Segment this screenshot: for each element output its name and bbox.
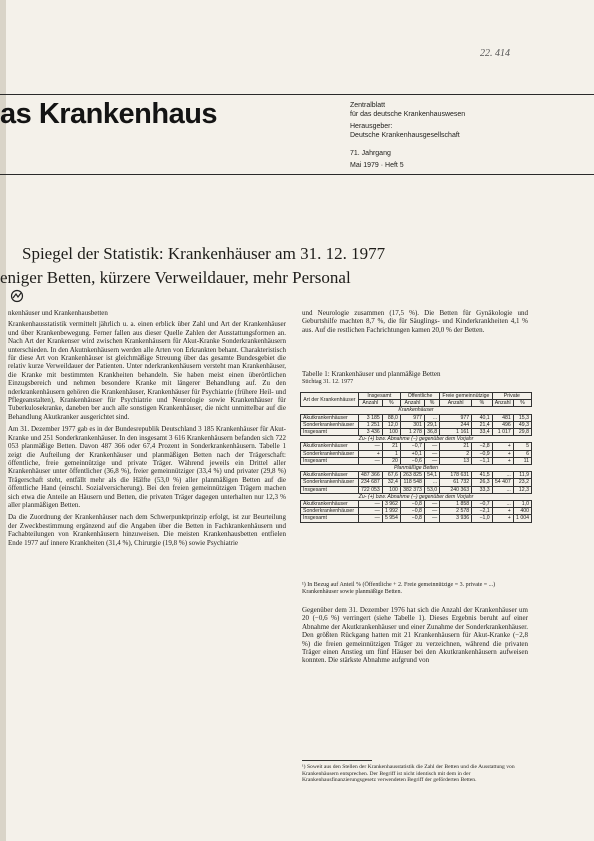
table-cell: — bbox=[358, 443, 382, 450]
table-cell: 977 bbox=[440, 414, 472, 421]
table-cell: 487 366 bbox=[358, 472, 382, 479]
table-section-row bbox=[301, 493, 532, 500]
table-cell: 13 bbox=[440, 457, 472, 464]
table-row-label: Sonderkrankenhäuser bbox=[301, 421, 359, 428]
table-title-text: Tabelle 1: Krankenhäuser und planmäßige Betten bbox=[302, 370, 441, 378]
column-header: Öffentliche bbox=[400, 393, 439, 400]
table-cell: 11,9 bbox=[513, 472, 531, 479]
table-row bbox=[301, 429, 532, 436]
table-cell: 2 bbox=[440, 450, 472, 457]
table-cell: 49,3 bbox=[513, 421, 531, 428]
table-cell: 67,6 bbox=[382, 472, 400, 479]
table-section-row bbox=[301, 465, 532, 472]
column-header: Anzahl bbox=[358, 400, 382, 407]
table-cell: −2,1 bbox=[472, 508, 493, 515]
table-cell: −0,8 bbox=[400, 501, 424, 508]
table-cell: 5 bbox=[513, 443, 531, 450]
table-cell: ... bbox=[492, 501, 513, 508]
table-cell: 21,4 bbox=[472, 421, 493, 428]
table-cell: 234 687 bbox=[358, 479, 382, 486]
table-cell: 2 578 bbox=[440, 508, 472, 515]
paragraph: Gegenüber dem 31. Dezember 1976 hat sich die Anzahl der Krankenhäuser um 20 (−0,6 %) verringert (siehe Tabelle 1). Dieses Ergebnis beruht auf einer Abnahme der Akutkrankenhäuser und einer Zunahme der Sonderkrankenhäuser. Den größten Rückgang hatten mit 21 Krankenhäusern für Akut-Kranke (−2,8 %) die freien gemeinnützigen Träger zu verzeichnen, während die privaten Träger einen Anstieg um fünf Häuser bei den Akutkrankenhäusern aufweisen konnten. Die stärkste Abnahme aufgrund von bbox=[302, 606, 528, 665]
table-cell: ... bbox=[424, 414, 439, 421]
table-cell: −0,8 bbox=[400, 515, 424, 522]
statistics-logo-icon bbox=[10, 289, 24, 303]
table-cell: 61 732 bbox=[440, 479, 472, 486]
archive-number: 22. 414 bbox=[480, 48, 510, 59]
info-line: Herausgeber: bbox=[350, 123, 393, 130]
column-header: Anzahl bbox=[492, 400, 513, 407]
info-line: für das deutsche Krankenhauswesen bbox=[350, 111, 466, 118]
table-section-row bbox=[301, 407, 532, 414]
table-row bbox=[301, 457, 532, 464]
table-cell: −0,8 bbox=[400, 508, 424, 515]
table-cell: — bbox=[358, 501, 382, 508]
table-row-label: Insgesamt bbox=[301, 515, 359, 522]
table-row bbox=[301, 450, 532, 457]
table-cell: 12,3 bbox=[513, 486, 531, 493]
table-cell: +0,1 bbox=[400, 450, 424, 457]
paragraph: Krankenhausstatistik vermittelt jährlich u. a. einen erblick über Zahl und Art der Krankenhäuser und über Krankenbewegung. Ferner fallen aus dieser Quelle Zahlen der Ausstattungsformen an. Nach Art der Krankenser wird zwischen Krankenhäusern für Akut-Kranke Sonderkrankenhäusern unterschieden. In den Akutnkenhäusern werden alle Arten von Erkrankten behant. Charakteristisch für diese Art von Krankenhäuser ist gleichmäßige Streuung über das gesamte Bundesgebiet die relativ kurze Verweildauer der Patienten. Unter nderkrankenhäusern versteht man Krankenhäuser, die Kranke mit bestimmten Krankheiten behandeln. Sie haben meist einen überörtlichen Einzugsbereich und nehmen besondere Kranke mit längerer Behandlung auf. Zu den nderkrankenhäusern gehören die Krankenhäuser, Krankenhäuser für Psychiatrie (frühere Heil- und Pflegeanstalten), Krankenhäuser für Psychiatrie und Neurologie sowie Krankenhäuser für Tuberkulosekranke, daneben ber auch alle sonstigen Krankenhäuser, die nicht unmittelbar auf die Behandlung Akutkranker ausgerichtet sind. bbox=[8, 320, 286, 421]
right-column-top bbox=[302, 309, 528, 338]
table-cell: −0,7 bbox=[400, 443, 424, 450]
table-row-label: Akutkrankenhäuser bbox=[301, 501, 359, 508]
table-cell: 301 bbox=[400, 421, 424, 428]
table-cell: 26,3 bbox=[472, 479, 493, 486]
table-body bbox=[301, 407, 532, 522]
table-cell: + bbox=[492, 443, 513, 450]
table-row bbox=[301, 501, 532, 508]
table-row bbox=[301, 479, 532, 486]
column-header: Freie gemeinnützige bbox=[440, 393, 493, 400]
table-cell: — bbox=[358, 508, 382, 515]
table-subtitle: Stichtag 31. 12. 1977 bbox=[302, 379, 354, 386]
table-cell: — bbox=[424, 457, 439, 464]
table-cell: — bbox=[358, 515, 382, 522]
table-cell: — bbox=[424, 443, 439, 450]
table-section-title: Krankenhäuser bbox=[301, 407, 532, 414]
footnote-rule bbox=[302, 760, 372, 761]
table-cell: 54,1 bbox=[424, 472, 439, 479]
table-section-title: Planmäßige Betten bbox=[301, 465, 532, 472]
table-cell: + bbox=[492, 508, 513, 515]
table-cell: 40,1 bbox=[472, 414, 493, 421]
column-header: Insgesamt bbox=[358, 393, 400, 400]
table-cell: 54 407 bbox=[492, 479, 513, 486]
table-cell: 11 bbox=[513, 457, 531, 464]
table-row bbox=[301, 414, 532, 421]
right-column-bottom bbox=[302, 606, 528, 669]
table-cell: 3 436 bbox=[358, 429, 382, 436]
table-cell: 1 017 bbox=[492, 429, 513, 436]
table-cell: 23,2 bbox=[513, 479, 531, 486]
table-cell: 88,0 bbox=[382, 414, 400, 421]
table-row-label: Sonderkrankenhäuser bbox=[301, 508, 359, 515]
table-cell: 240 363 bbox=[440, 486, 472, 493]
table-title bbox=[302, 370, 528, 387]
table-cell: 3 936 bbox=[440, 515, 472, 522]
table-cell: + bbox=[492, 515, 513, 522]
table-row-label: Akutkrankenhäuser bbox=[301, 414, 359, 421]
table-cell: 382 373 bbox=[400, 486, 424, 493]
table-cell: 36,8 bbox=[424, 429, 439, 436]
table-row-label: Sonderkrankenhäuser bbox=[301, 450, 359, 457]
table-cell: 100 bbox=[382, 429, 400, 436]
table-cell: 33,4 bbox=[472, 429, 493, 436]
masthead-rule-bottom bbox=[0, 174, 594, 175]
column-header: % bbox=[513, 400, 531, 407]
table-cell: 481 bbox=[492, 414, 513, 421]
table-cell: ... bbox=[424, 479, 439, 486]
column-header: % bbox=[472, 400, 493, 407]
table-cell: 32,4 bbox=[382, 479, 400, 486]
table-cell: 1 992 bbox=[382, 508, 400, 515]
table-cell: — bbox=[424, 508, 439, 515]
table-cell: 1,0 bbox=[513, 501, 531, 508]
table-cell: 53,0 bbox=[424, 486, 439, 493]
table-cell: 244 bbox=[440, 421, 472, 428]
table-cell: — bbox=[358, 457, 382, 464]
statistics-table-wrap bbox=[300, 392, 532, 523]
table-row-label: Insgesamt bbox=[301, 429, 359, 436]
table-cell: 977 bbox=[400, 414, 424, 421]
statistics-table bbox=[300, 392, 532, 523]
paragraph: Da die Zuordnung der Krankenhäuser nach dem Schwerpunktprinzip erfolgt, ist zur Beurteilung der Zweckbestimmung ergänzend auf die Angaben über die Betten in Fachkrankenhäusern und Fachabteilungen von Krankenhäusern hinzuweisen. Die meisten Krankenhausbetten entfielen Ende 1977 auf innere Krankheiten (31,4 %), Chirurgie (19,8 %) sowie Psychiatrie bbox=[8, 513, 286, 547]
column-header: Anzahl bbox=[440, 400, 472, 407]
column-header: Art der Krankenhäuser bbox=[301, 393, 359, 407]
table-cell: + bbox=[492, 457, 513, 464]
table-cell: ... bbox=[492, 472, 513, 479]
table-cell: 496 bbox=[492, 421, 513, 428]
column-header: % bbox=[382, 400, 400, 407]
table-cell: 400 bbox=[513, 508, 531, 515]
table-cell: 100 bbox=[382, 486, 400, 493]
table-cell: −0,6 bbox=[400, 457, 424, 464]
article-headline: Spiegel der Statistik: Krankenhäuser am 31. 12. 1977 bbox=[22, 244, 386, 263]
table-cell: 1 251 bbox=[358, 421, 382, 428]
info-line: 71. Jahrgang bbox=[350, 150, 391, 157]
table-cell: + bbox=[492, 450, 513, 457]
info-line: Zentralblatt bbox=[350, 102, 386, 109]
table-note: ¹) In Bezug auf Anteil % (Öffentliche + 2. Freie gemeinnützige = 3. private = ...) Krankenhäuser sowie planmäßige Betten. bbox=[302, 582, 496, 595]
section-title: nkenhäuser und Krankenhausbetten bbox=[8, 309, 108, 317]
table-cell: 29,1 bbox=[424, 421, 439, 428]
table-cell: 722 053 bbox=[358, 486, 382, 493]
table-section-row bbox=[301, 436, 532, 443]
table-row-label: Sonderkrankenhäuser bbox=[301, 479, 359, 486]
table-row bbox=[301, 508, 532, 515]
table-cell: 3 962 bbox=[382, 501, 400, 508]
table-cell: 263 825 bbox=[400, 472, 424, 479]
column-header: Anzahl bbox=[400, 400, 424, 407]
table-row bbox=[301, 421, 532, 428]
table-cell: −1,0 bbox=[472, 515, 493, 522]
table-row-label: Insgesamt bbox=[301, 486, 359, 493]
left-column bbox=[8, 309, 286, 551]
table-row bbox=[301, 486, 532, 493]
table-head-row bbox=[301, 393, 532, 400]
table-cell: −0,9 bbox=[472, 450, 493, 457]
table-cell: 1 161 bbox=[440, 429, 472, 436]
info-line: Mai 1979 · Heft 5 bbox=[350, 162, 404, 169]
table-row-label: Akutkrankenhäuser bbox=[301, 443, 359, 450]
table-row-label: Insgesamt bbox=[301, 457, 359, 464]
masthead-title: as Krankenhaus bbox=[0, 98, 218, 130]
column-header: Private bbox=[492, 393, 531, 400]
footnote: ¹) Soweit aus den Stellen der Krankenhausstatistik die Zahl der Betten und die Ausstattung von Krankenhäusern entsprechen. Der Begriff ist nicht identisch mit dem in der Krankenhausfinanzierungsgesetz verwendeten Begriff der geförderten Betten. bbox=[302, 764, 515, 784]
table-cell: 1 278 bbox=[400, 429, 424, 436]
table-cell: 41,5 bbox=[472, 472, 493, 479]
article-subhead: eniger Betten, kürzere Verweildauer, mehr Personal bbox=[0, 268, 351, 287]
table-cell: — bbox=[424, 515, 439, 522]
table-cell: 15,3 bbox=[513, 414, 531, 421]
table-cell: 1 858 bbox=[440, 501, 472, 508]
paragraph: Am 31. Dezember 1977 gab es in der Bundesrepublik Deutschland 3 185 Krankenhäuser für Akut-Kranke und 251 Sonderkrankenhäuser. In den insgesamt 3 616 Krankenhäusern befanden sich 722 053 planmäßige Betten. Davon 487 366 oder 67,4 Prozent in Sonderkrankenhäusern. Tabelle 1 zeigt die Aufteilung der Krankenhäuser und planmäßigen Betten nach der Trägerschaft: öffentliche, freie gemeinnützige und private Träger. Während jeweils ein Drittel aller Krankenhäuser unter öffentlicher (36,8 %), freier gemeinnütziger (33,4 %) und privater (29,8 %) Trägerschaft steht, entfällt mehr als die Hälfte (53,0 %) aller planmäßigen Betten auf die öffentliche Hand (einschl. Sozialversicherung). Bei den freien gemeinnützigen Trägern machen sich etwa die Anteile an Häusern und Betten, die privaten Träger dagegen unterhalten nur 12,3 % aller planmäßigen Betten. bbox=[8, 425, 286, 509]
table-cell: 21 bbox=[382, 443, 400, 450]
table-cell: 29,8 bbox=[513, 429, 531, 436]
table-cell: 12,0 bbox=[382, 421, 400, 428]
masthead-rule-top bbox=[0, 94, 594, 95]
table-cell: 5 954 bbox=[382, 515, 400, 522]
table-cell: −0,7 bbox=[472, 501, 493, 508]
table-cell: — bbox=[424, 450, 439, 457]
table-cell: + bbox=[358, 450, 382, 457]
table-cell: 6 bbox=[513, 450, 531, 457]
paragraph: und Neurologie zusammen (17,5 %). Die Betten für Gynäkologie und Geburtshilfe machten 8,7 %, die für Säuglings- und Kinderkrankheiten 4,1 % aus. Auf die restlichen Fachrichtungen kamen 20,0 % der Betten. bbox=[302, 309, 528, 334]
table-cell: 33,3 bbox=[472, 486, 493, 493]
table-cell: 1 bbox=[382, 450, 400, 457]
table-cell: 3 185 bbox=[358, 414, 382, 421]
table-row bbox=[301, 472, 532, 479]
table-cell: — bbox=[424, 501, 439, 508]
table-cell: 118 548 bbox=[400, 479, 424, 486]
table-cell: −2,8 bbox=[472, 443, 493, 450]
table-row bbox=[301, 515, 532, 522]
table-section-title: Zu- (+) bzw. Abnahme (−) gegenüber dem Vorjahr bbox=[301, 493, 532, 500]
table-cell: 178 631 bbox=[440, 472, 472, 479]
table-cell: 20 bbox=[382, 457, 400, 464]
table-cell: 1 004 bbox=[513, 515, 531, 522]
info-line: Deutsche Krankenhausgesellschaft bbox=[350, 132, 460, 139]
table-cell: ... bbox=[492, 486, 513, 493]
table-cell: 21 bbox=[440, 443, 472, 450]
table-section-title: Zu- (+) bzw. Abnahme (−) gegenüber dem Vorjahr bbox=[301, 436, 532, 443]
table-row bbox=[301, 443, 532, 450]
table-cell: −1,1 bbox=[472, 457, 493, 464]
column-header: % bbox=[424, 400, 439, 407]
table-row-label: Akutkrankenhäuser bbox=[301, 472, 359, 479]
